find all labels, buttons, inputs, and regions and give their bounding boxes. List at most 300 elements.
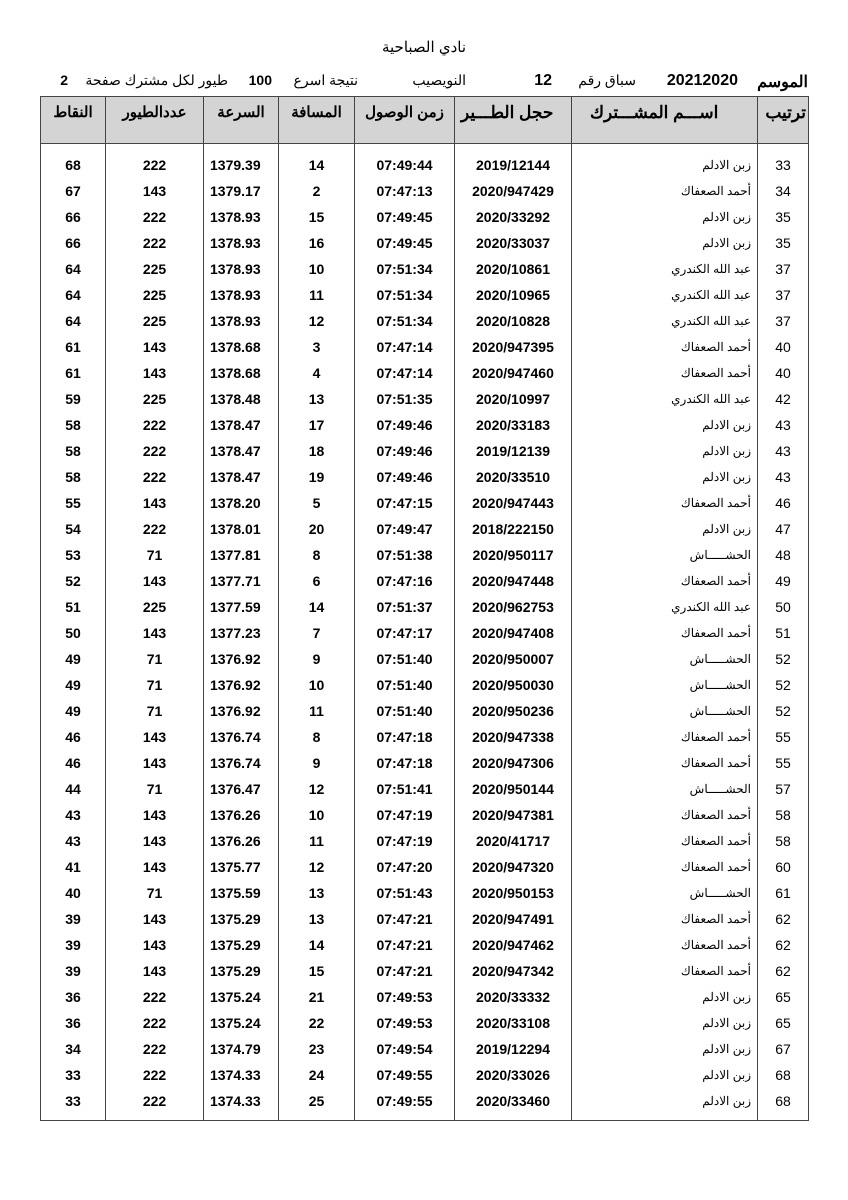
cell-points: 68 — [41, 152, 106, 178]
cell-name: أحمد الصعفاك — [572, 802, 758, 828]
cell-time: 07:49:55 — [355, 1088, 455, 1114]
club-title: نادي الصباحية — [381, 39, 467, 56]
cell-birds: 143 — [106, 178, 204, 204]
cell-points: 49 — [41, 698, 106, 724]
cell-ring: 2020/33510 — [455, 464, 572, 490]
cell-distance: 2 — [279, 178, 355, 204]
cell-rank: 52 — [758, 672, 809, 698]
cell-distance: 19 — [279, 464, 355, 490]
cell-name: عبد الله الكندري — [572, 308, 758, 334]
cell-birds: 143 — [106, 854, 204, 880]
cell-birds: 225 — [106, 256, 204, 282]
table-row — [41, 542, 809, 568]
cell-name: زبن الادلم — [572, 516, 758, 542]
cell-points: 44 — [41, 776, 106, 802]
cell-birds: 225 — [106, 594, 204, 620]
cell-birds: 143 — [106, 750, 204, 776]
race-label: سباق رقم — [578, 72, 636, 88]
cell-name: أحمد الصعفاك — [572, 568, 758, 594]
cell-ring: 2020/33037 — [455, 230, 572, 256]
table-row — [41, 178, 809, 204]
cell-name: أحمد الصعفاك — [572, 958, 758, 984]
cell-name: أحمد الصعفاك — [572, 178, 758, 204]
cell-time: 07:47:14 — [355, 334, 455, 360]
table-row — [41, 958, 809, 984]
cell-points: 61 — [41, 334, 106, 360]
cell-distance: 6 — [279, 568, 355, 594]
cell-speed: 1374.79 — [204, 1036, 279, 1062]
cell-name: عبد الله الكندري — [572, 282, 758, 308]
cell-distance: 16 — [279, 230, 355, 256]
cell-name: زبن الادلم — [572, 438, 758, 464]
cell-distance: 12 — [279, 854, 355, 880]
cell-birds: 222 — [106, 230, 204, 256]
cell-distance: 3 — [279, 334, 355, 360]
cell-speed: 1378.93 — [204, 282, 279, 308]
table-row — [41, 776, 809, 802]
cell-name: الحشـــــاش — [572, 880, 758, 906]
cell-speed: 1378.68 — [204, 360, 279, 386]
cell-ring: 2020/950144 — [455, 776, 572, 802]
table-row — [41, 152, 809, 178]
cell-time: 07:49:54 — [355, 1036, 455, 1062]
cell-speed: 1375.24 — [204, 1010, 279, 1036]
bottom-pad-row — [41, 1114, 809, 1121]
cell-name: أحمد الصعفاك — [572, 932, 758, 958]
table-row — [41, 646, 809, 672]
cell-name: أحمد الصعفاك — [572, 828, 758, 854]
cell-points: 66 — [41, 230, 106, 256]
cell-speed: 1378.68 — [204, 334, 279, 360]
cell-speed: 1376.26 — [204, 802, 279, 828]
cell-ring: 2020/950030 — [455, 672, 572, 698]
table-row — [41, 256, 809, 282]
cell-ring: 2020/947338 — [455, 724, 572, 750]
cell-birds: 71 — [106, 542, 204, 568]
cell-ring: 2020/10997 — [455, 386, 572, 412]
cell-speed: 1376.74 — [204, 724, 279, 750]
cell-points: 36 — [41, 984, 106, 1010]
cell-rank: 62 — [758, 932, 809, 958]
cell-speed: 1376.26 — [204, 828, 279, 854]
col-points-header: النقاط — [41, 97, 106, 144]
cell-name: أحمد الصعفاك — [572, 854, 758, 880]
cell-birds: 222 — [106, 152, 204, 178]
cell-birds: 143 — [106, 724, 204, 750]
cell-speed: 1376.92 — [204, 698, 279, 724]
table-row — [41, 724, 809, 750]
cell-rank: 68 — [758, 1062, 809, 1088]
cell-name: أحمد الصعفاك — [572, 334, 758, 360]
season-value: 20212020 — [666, 72, 738, 89]
table-row — [41, 750, 809, 776]
cell-distance: 8 — [279, 542, 355, 568]
cell-speed: 1379.39 — [204, 152, 279, 178]
cell-rank: 43 — [758, 438, 809, 464]
cell-ring: 2020/33460 — [455, 1088, 572, 1114]
col-speed-header: السرعة — [204, 97, 279, 144]
col-distance-header: المسافة — [279, 97, 355, 144]
cell-distance: 9 — [279, 750, 355, 776]
cell-rank: 51 — [758, 620, 809, 646]
cell-rank: 58 — [758, 802, 809, 828]
cell-rank: 35 — [758, 204, 809, 230]
cell-ring: 2020/33026 — [455, 1062, 572, 1088]
cell-ring: 2020/962753 — [455, 594, 572, 620]
cell-time: 07:51:34 — [355, 282, 455, 308]
table-row — [41, 230, 809, 256]
cell-speed: 1376.74 — [204, 750, 279, 776]
cell-time: 07:49:45 — [355, 204, 455, 230]
cell-rank: 55 — [758, 724, 809, 750]
table-row — [41, 854, 809, 880]
cell-points: 61 — [41, 360, 106, 386]
cell-birds: 71 — [106, 776, 204, 802]
cell-points: 41 — [41, 854, 106, 880]
cell-points: 39 — [41, 958, 106, 984]
cell-points: 49 — [41, 672, 106, 698]
cell-speed: 1377.71 — [204, 568, 279, 594]
cell-time: 07:49:55 — [355, 1062, 455, 1088]
cell-birds: 143 — [106, 620, 204, 646]
cell-time: 07:47:20 — [355, 854, 455, 880]
cell-ring: 2020/947491 — [455, 906, 572, 932]
cell-rank: 40 — [758, 360, 809, 386]
cell-distance: 15 — [279, 958, 355, 984]
table-row — [41, 880, 809, 906]
cell-points: 49 — [41, 646, 106, 672]
cell-time: 07:49:46 — [355, 412, 455, 438]
cell-points: 43 — [41, 802, 106, 828]
table-row — [41, 1036, 809, 1062]
cell-time: 07:51:40 — [355, 698, 455, 724]
cell-speed: 1376.92 — [204, 646, 279, 672]
cell-speed: 1378.47 — [204, 464, 279, 490]
cell-distance: 8 — [279, 724, 355, 750]
race-number: 12 — [534, 72, 552, 89]
table-row — [41, 802, 809, 828]
cell-time: 07:47:21 — [355, 958, 455, 984]
cell-speed: 1379.17 — [204, 178, 279, 204]
cell-distance: 11 — [279, 828, 355, 854]
cell-name: أحمد الصعفاك — [572, 620, 758, 646]
cell-speed: 1374.33 — [204, 1062, 279, 1088]
table-row — [41, 490, 809, 516]
table-row — [41, 594, 809, 620]
spacer-row — [41, 144, 809, 153]
cell-rank: 33 — [758, 152, 809, 178]
cell-distance: 22 — [279, 1010, 355, 1036]
cell-rank: 67 — [758, 1036, 809, 1062]
cell-distance: 18 — [279, 438, 355, 464]
cell-name: عبد الله الكندري — [572, 594, 758, 620]
table-row — [41, 1010, 809, 1036]
table-row — [41, 464, 809, 490]
cell-speed: 1376.47 — [204, 776, 279, 802]
cell-speed: 1378.93 — [204, 308, 279, 334]
cell-ring: 2020/947460 — [455, 360, 572, 386]
cell-birds: 225 — [106, 386, 204, 412]
cell-ring: 2020/947462 — [455, 932, 572, 958]
cell-rank: 42 — [758, 386, 809, 412]
cell-time: 07:47:16 — [355, 568, 455, 594]
cell-time: 07:51:35 — [355, 386, 455, 412]
cell-name: زبن الادلم — [572, 1036, 758, 1062]
cell-speed: 1375.29 — [204, 932, 279, 958]
cell-time: 07:51:34 — [355, 256, 455, 282]
cell-ring: 2020/950236 — [455, 698, 572, 724]
cell-name: أحمد الصعفاك — [572, 490, 758, 516]
cell-time: 07:47:17 — [355, 620, 455, 646]
cell-points: 58 — [41, 438, 106, 464]
cell-speed: 1375.77 — [204, 854, 279, 880]
table-row — [41, 1088, 809, 1114]
cell-birds: 71 — [106, 646, 204, 672]
cell-birds: 143 — [106, 360, 204, 386]
cell-ring: 2020/947306 — [455, 750, 572, 776]
cell-rank: 52 — [758, 698, 809, 724]
cell-points: 53 — [41, 542, 106, 568]
cell-name: الحشـــــاش — [572, 672, 758, 698]
cell-name: زبن الادلم — [572, 204, 758, 230]
cell-time: 07:49:47 — [355, 516, 455, 542]
col-name-header: اســـم المشـــترك — [572, 97, 758, 144]
cell-distance: 13 — [279, 386, 355, 412]
cell-rank: 34 — [758, 178, 809, 204]
table-row — [41, 282, 809, 308]
cell-name: أحمد الصعفاك — [572, 906, 758, 932]
cell-name: عبد الله الكندري — [572, 256, 758, 282]
cell-distance: 10 — [279, 802, 355, 828]
result-label: نتيجة اسرع — [293, 72, 358, 88]
cell-rank: 40 — [758, 334, 809, 360]
cell-time: 07:49:44 — [355, 152, 455, 178]
cell-points: 46 — [41, 724, 106, 750]
cell-distance: 17 — [279, 412, 355, 438]
cell-time: 07:51:40 — [355, 672, 455, 698]
cell-ring: 2020/950153 — [455, 880, 572, 906]
table-row — [41, 1062, 809, 1088]
cell-name: زبن الادلم — [572, 230, 758, 256]
table-row — [41, 672, 809, 698]
cell-rank: 37 — [758, 256, 809, 282]
col-ring-header: حجل الطـــير — [455, 97, 572, 144]
per-participant-label: طيور لكل مشترك صفحة — [85, 72, 228, 88]
result-count: 100 — [248, 72, 272, 88]
cell-ring: 2018/222150 — [455, 516, 572, 542]
cell-speed: 1375.29 — [204, 906, 279, 932]
col-birds-header: عددالطيور — [106, 97, 204, 144]
season-label: الموسم — [757, 74, 808, 91]
cell-birds: 222 — [106, 1088, 204, 1114]
cell-rank: 43 — [758, 412, 809, 438]
cell-name: زبن الادلم — [572, 152, 758, 178]
race-location: النويصيب — [412, 72, 466, 88]
cell-distance: 21 — [279, 984, 355, 1010]
cell-distance: 24 — [279, 1062, 355, 1088]
cell-ring: 2020/947443 — [455, 490, 572, 516]
cell-distance: 12 — [279, 308, 355, 334]
cell-time: 07:49:53 — [355, 1010, 455, 1036]
results-table — [40, 96, 809, 1121]
cell-name: أحمد الصعفاك — [572, 750, 758, 776]
cell-birds: 71 — [106, 698, 204, 724]
race-info-line — [40, 72, 808, 92]
cell-ring: 2020/950117 — [455, 542, 572, 568]
cell-birds: 222 — [106, 1010, 204, 1036]
cell-birds: 143 — [106, 828, 204, 854]
cell-time: 07:47:14 — [355, 360, 455, 386]
cell-ring: 2020/947408 — [455, 620, 572, 646]
cell-points: 64 — [41, 282, 106, 308]
cell-distance: 4 — [279, 360, 355, 386]
cell-speed: 1378.93 — [204, 204, 279, 230]
cell-ring: 2020/10965 — [455, 282, 572, 308]
cell-name: أحمد الصعفاك — [572, 724, 758, 750]
cell-distance: 13 — [279, 880, 355, 906]
cell-time: 07:47:21 — [355, 932, 455, 958]
cell-birds: 222 — [106, 438, 204, 464]
cell-speed: 1377.81 — [204, 542, 279, 568]
cell-distance: 12 — [279, 776, 355, 802]
table-row — [41, 698, 809, 724]
cell-points: 40 — [41, 880, 106, 906]
cell-points: 58 — [41, 412, 106, 438]
cell-speed: 1378.93 — [204, 256, 279, 282]
cell-ring: 2020/947448 — [455, 568, 572, 594]
cell-name: زبن الادلم — [572, 984, 758, 1010]
cell-name: زبن الادلم — [572, 464, 758, 490]
cell-rank: 68 — [758, 1088, 809, 1114]
cell-speed: 1378.20 — [204, 490, 279, 516]
table-row — [41, 334, 809, 360]
cell-birds: 225 — [106, 308, 204, 334]
cell-time: 07:49:46 — [355, 464, 455, 490]
cell-birds: 143 — [106, 958, 204, 984]
cell-points: 58 — [41, 464, 106, 490]
cell-rank: 65 — [758, 1010, 809, 1036]
table-row — [41, 932, 809, 958]
cell-distance: 9 — [279, 646, 355, 672]
cell-ring: 2020/33108 — [455, 1010, 572, 1036]
cell-time: 07:47:18 — [355, 724, 455, 750]
cell-points: 67 — [41, 178, 106, 204]
cell-points: 64 — [41, 308, 106, 334]
cell-points: 50 — [41, 620, 106, 646]
cell-time: 07:51:40 — [355, 646, 455, 672]
cell-rank: 49 — [758, 568, 809, 594]
results-body — [41, 144, 809, 1121]
header-row — [41, 97, 809, 144]
cell-ring: 2020/33183 — [455, 412, 572, 438]
cell-speed: 1378.48 — [204, 386, 279, 412]
cell-points: 36 — [41, 1010, 106, 1036]
cell-time: 07:47:15 — [355, 490, 455, 516]
cell-speed: 1378.47 — [204, 412, 279, 438]
cell-speed: 1378.01 — [204, 516, 279, 542]
cell-distance: 25 — [279, 1088, 355, 1114]
cell-points: 39 — [41, 906, 106, 932]
cell-rank: 37 — [758, 282, 809, 308]
cell-ring: 2020/947320 — [455, 854, 572, 880]
cell-ring: 2020/33292 — [455, 204, 572, 230]
cell-rank: 61 — [758, 880, 809, 906]
cell-speed: 1376.92 — [204, 672, 279, 698]
cell-speed: 1374.33 — [204, 1088, 279, 1114]
cell-points: 43 — [41, 828, 106, 854]
cell-ring: 2020/947381 — [455, 802, 572, 828]
cell-speed: 1375.24 — [204, 984, 279, 1010]
cell-time: 07:47:19 — [355, 828, 455, 854]
cell-rank: 46 — [758, 490, 809, 516]
cell-birds: 143 — [106, 802, 204, 828]
cell-birds: 71 — [106, 880, 204, 906]
cell-name: زبن الادلم — [572, 1088, 758, 1114]
cell-rank: 65 — [758, 984, 809, 1010]
cell-points: 54 — [41, 516, 106, 542]
cell-distance: 14 — [279, 152, 355, 178]
cell-ring: 2020/947395 — [455, 334, 572, 360]
table-row — [41, 620, 809, 646]
cell-ring: 2020/10861 — [455, 256, 572, 282]
col-rank-header: ترتيب — [758, 97, 809, 144]
cell-birds: 143 — [106, 334, 204, 360]
cell-name: عبد الله الكندري — [572, 386, 758, 412]
cell-points: 52 — [41, 568, 106, 594]
cell-time: 07:51:34 — [355, 308, 455, 334]
cell-birds: 222 — [106, 412, 204, 438]
cell-time: 07:51:37 — [355, 594, 455, 620]
table-row — [41, 984, 809, 1010]
cell-speed: 1378.93 — [204, 230, 279, 256]
cell-time: 07:49:53 — [355, 984, 455, 1010]
cell-points: 33 — [41, 1062, 106, 1088]
page-number: 2 — [60, 72, 68, 88]
cell-birds: 222 — [106, 984, 204, 1010]
cell-speed: 1377.59 — [204, 594, 279, 620]
table-row — [41, 828, 809, 854]
cell-rank: 35 — [758, 230, 809, 256]
cell-ring: 2019/12139 — [455, 438, 572, 464]
cell-birds: 143 — [106, 490, 204, 516]
cell-distance: 13 — [279, 906, 355, 932]
cell-rank: 57 — [758, 776, 809, 802]
cell-ring: 2020/10828 — [455, 308, 572, 334]
cell-ring: 2020/950007 — [455, 646, 572, 672]
cell-birds: 71 — [106, 672, 204, 698]
cell-name: زبن الادلم — [572, 1010, 758, 1036]
cell-time: 07:47:18 — [355, 750, 455, 776]
cell-time: 07:51:38 — [355, 542, 455, 568]
cell-birds: 222 — [106, 1062, 204, 1088]
cell-birds: 225 — [106, 282, 204, 308]
cell-time: 07:49:46 — [355, 438, 455, 464]
cell-distance: 14 — [279, 932, 355, 958]
table-row — [41, 360, 809, 386]
cell-points: 46 — [41, 750, 106, 776]
cell-rank: 55 — [758, 750, 809, 776]
cell-points: 39 — [41, 932, 106, 958]
table-row — [41, 412, 809, 438]
table-row — [41, 568, 809, 594]
cell-distance: 10 — [279, 672, 355, 698]
cell-distance: 11 — [279, 282, 355, 308]
table-row — [41, 906, 809, 932]
cell-distance: 14 — [279, 594, 355, 620]
cell-points: 66 — [41, 204, 106, 230]
cell-speed: 1378.47 — [204, 438, 279, 464]
cell-distance: 11 — [279, 698, 355, 724]
